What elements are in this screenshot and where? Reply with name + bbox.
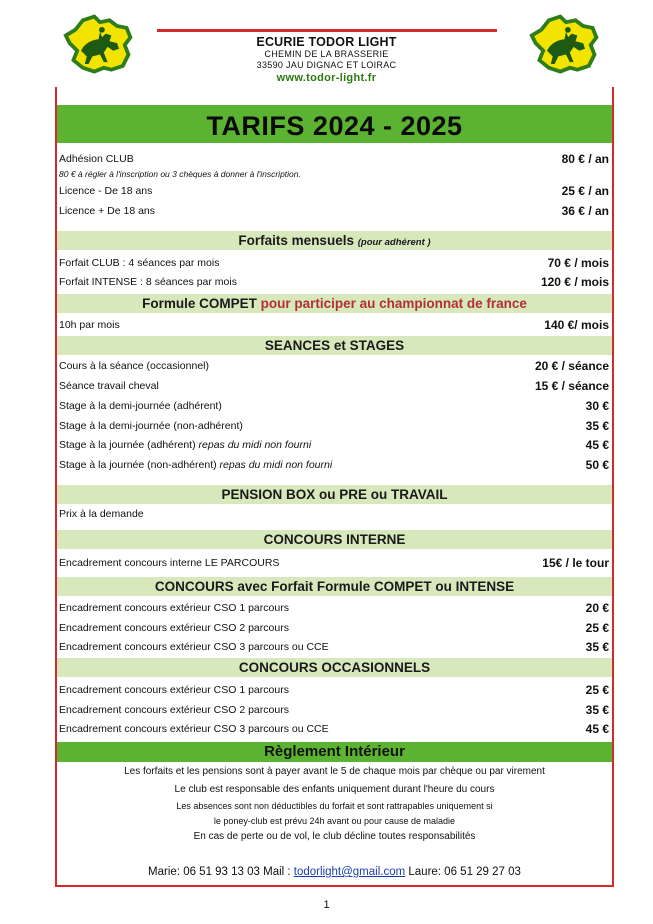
row-label [59, 439, 311, 451]
row-price: 45 € [585, 438, 609, 452]
row-price: 70 € / mois [547, 256, 609, 270]
row-label: 10h par mois [59, 319, 120, 331]
row-label: Adhésion CLUB [59, 153, 134, 165]
reglement-line: Les forfaits et les pensions sont à payer avant le 5 de chaque mois par chèque ou par virement [124, 766, 545, 777]
reglement-line: le poney-club est prévu 24h avant ou pour cause de maladie [213, 816, 456, 826]
contact-line [57, 866, 612, 878]
reglement-banner [57, 742, 612, 762]
row-label: Prix à la demande [59, 508, 144, 520]
contact-marie: Marie: 06 51 93 13 03 Mail : [148, 866, 294, 878]
row-price: 35 € [585, 703, 609, 717]
website-link[interactable]: www.todor-light.fr [276, 72, 377, 84]
price-row [59, 640, 609, 654]
header-red-rule [157, 29, 497, 32]
row-label: Encadrement concours extérieur CSO 1 parcours [59, 602, 289, 614]
row-label: Forfait CLUB : 4 séances par mois [59, 257, 220, 269]
title-banner [57, 105, 612, 143]
price-row [59, 508, 609, 520]
row-label: Licence - De 18 ans [59, 185, 153, 197]
section-title: CONCOURS OCCASIONNELS [238, 660, 431, 675]
price-row [59, 438, 609, 452]
adhesion-note: 80 € à régler à l'inscription ou 3 chèques à donner à l'inscription. [59, 169, 301, 179]
section-subtitle: (pour adhérent ) [357, 237, 431, 248]
price-row [59, 184, 609, 198]
row-price: 35 € [585, 419, 609, 433]
price-row [59, 722, 609, 736]
price-row [59, 419, 609, 433]
row-price: 25 € / an [561, 184, 609, 198]
row-label-italic: repas du midi non fourni [198, 439, 312, 451]
section-seances [57, 336, 612, 355]
row-price: 50 € [585, 458, 609, 472]
row-price: 25 € [585, 621, 609, 635]
row-label-main: Stage à la journée (adhérent) [59, 439, 199, 451]
row-price: 36 € / an [561, 204, 609, 218]
reglement-line: En cas de perte ou de vol, le club décline toutes responsabilités [193, 831, 476, 842]
section-pension [57, 485, 612, 504]
row-label: Séance travail cheval [59, 380, 159, 392]
price-row [59, 359, 609, 373]
price-row [59, 601, 609, 615]
row-label: Encadrement concours extérieur CSO 2 parcours [59, 622, 289, 634]
section-forfaits [57, 231, 612, 250]
reglement-line: Les absences sont non déductibles du forfait et sont rattrapables uniquement si [176, 801, 493, 811]
row-price: 35 € [585, 640, 609, 654]
section-concours-forfait [57, 577, 612, 596]
price-row [59, 399, 609, 413]
price-row [59, 683, 609, 697]
row-label: Stage à la demi-journée (non-adhérent) [59, 420, 243, 432]
page-title: TARIFS 2024 - 2025 [206, 111, 463, 141]
price-row [59, 152, 609, 166]
price-row [59, 379, 609, 393]
price-row [59, 621, 609, 635]
contact-laure: Laure: 06 51 29 27 03 [405, 866, 521, 878]
row-label [59, 459, 332, 471]
price-row [59, 556, 609, 570]
row-label-main: Stage à la journée (non-adhérent) [59, 459, 220, 471]
row-price: 25 € [585, 683, 609, 697]
section-title: PENSION BOX ou PRE ou TRAVAIL [221, 487, 448, 502]
row-price: 15 € / séance [534, 379, 609, 393]
address-line-2: 33590 JAU DIGNAC ET LOIRAC [256, 60, 397, 70]
row-label: Forfait INTENSE : 8 séances par mois [59, 276, 237, 288]
email-link[interactable]: todorlight@gmail.com [293, 866, 406, 878]
section-title: CONCOURS INTERNE [263, 532, 406, 547]
section-title: Forfaits mensuels [238, 233, 354, 248]
row-label-italic: repas du midi non fourni [219, 459, 333, 471]
section-compet [57, 294, 612, 313]
section-title: Formule COMPET [142, 296, 257, 311]
section-title: CONCOURS avec Forfait Formule COMPET ou INTENSE [154, 579, 515, 594]
row-price: 30 € [585, 399, 609, 413]
row-label: Licence + De 18 ans [59, 205, 156, 217]
section-title: SEANCES et STAGES [264, 338, 405, 353]
row-label: Encadrement concours extérieur CSO 3 parcours ou CCE [59, 723, 329, 735]
row-price: 80 € / an [561, 152, 609, 166]
page-number: 1 [323, 899, 330, 911]
price-row [59, 204, 609, 218]
price-row [59, 318, 609, 332]
row-label: Cours à la séance (occasionnel) [59, 360, 209, 372]
row-price: 140 €/ mois [544, 318, 609, 332]
price-row [59, 256, 609, 270]
reglement-title: Règlement Intérieur [264, 743, 405, 760]
row-price: 20 € / séance [534, 359, 609, 373]
price-row [59, 458, 609, 472]
row-label: Encadrement concours extérieur CSO 3 parcours ou CCE [59, 641, 329, 653]
section-concours-interne [57, 530, 612, 549]
row-label: Encadrement concours interne LE PARCOURS [59, 557, 280, 569]
price-row [59, 275, 609, 289]
header [0, 35, 653, 84]
reglement-line: Le club est responsable des enfants uniquement durant l'heure du cours [174, 784, 495, 795]
row-price: 20 € [585, 601, 609, 615]
row-price: 15€ / le tour [542, 556, 609, 570]
row-label: Encadrement concours extérieur CSO 2 parcours [59, 704, 289, 716]
section-title-red: pour participer au championnat de france [260, 296, 527, 311]
row-label: Encadrement concours extérieur CSO 1 parcours [59, 684, 289, 696]
row-price: 120 € / mois [540, 275, 609, 289]
address-line-1: CHEMIN DE LA BRASSERIE [264, 49, 389, 59]
price-row [59, 703, 609, 717]
section-concours-occasionnels [57, 658, 612, 677]
club-name: ECURIE TODOR LIGHT [256, 35, 397, 49]
row-label: Stage à la demi-journée (adhérent) [59, 400, 222, 412]
row-price: 45 € [585, 722, 609, 736]
